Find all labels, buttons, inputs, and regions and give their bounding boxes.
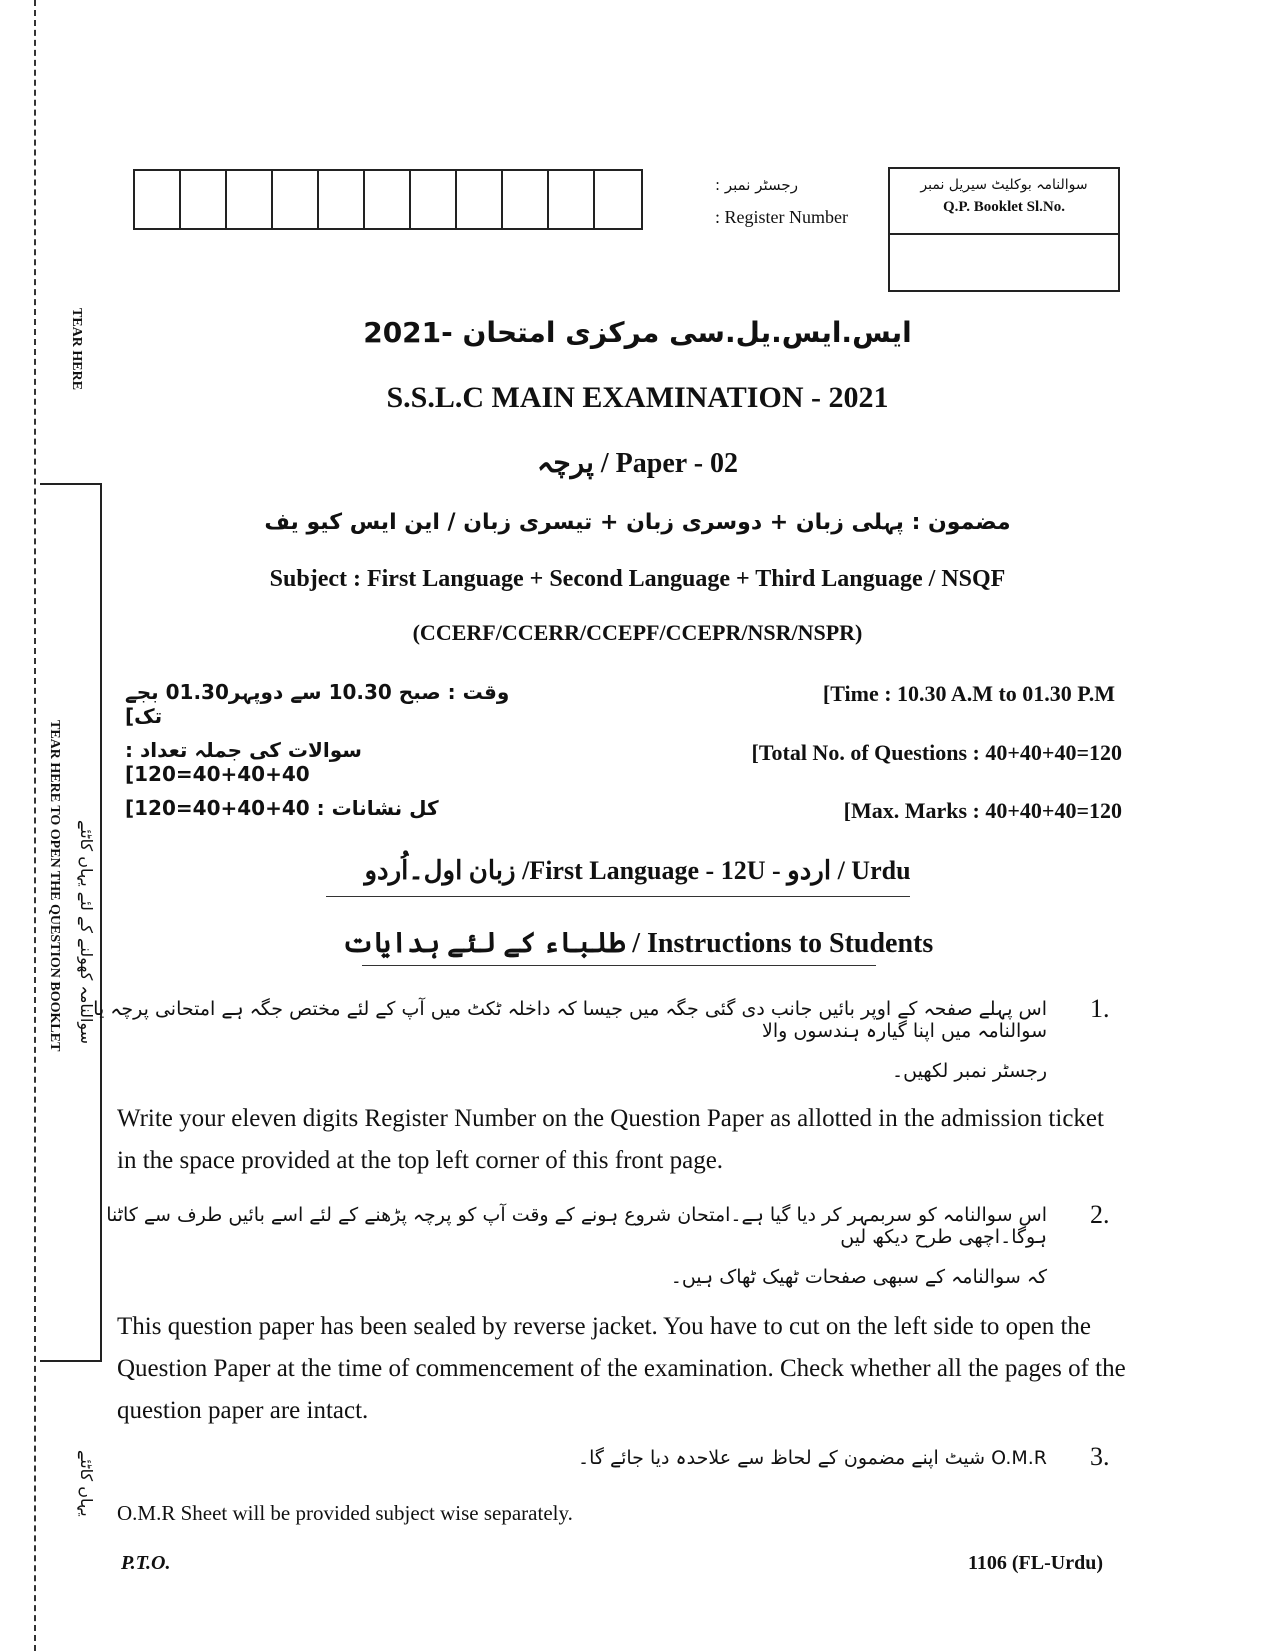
instruction-number: 3. — [1090, 1442, 1110, 1471]
cut-here-urdu-label: یہاں کاٹئے — [77, 1450, 96, 1517]
register-digit-box[interactable] — [273, 171, 319, 228]
tear-open-label: TEAR HERE TO OPEN THE QUESTION BOOKLET — [47, 720, 62, 1052]
exam-title: S.S.L.C MAIN EXAMINATION - 2021 — [386, 381, 889, 414]
register-digit-box[interactable] — [549, 171, 595, 228]
paper-code: 1106 (FL-Urdu) — [968, 1552, 1103, 1574]
register-label: : Register Number — [715, 207, 848, 227]
register-digit-box[interactable] — [319, 171, 365, 228]
qp-label-urdu: سوالنامہ بوکلیٹ سیریل نمبر — [920, 177, 1088, 193]
register-digit-box[interactable] — [365, 171, 411, 228]
qp-label: Q.P. Booklet Sl.No. — [943, 199, 1065, 215]
time-urdu: وقت : صبح 10.30 سے دوپہر01.30 بجے تک] — [125, 680, 510, 728]
instruction-text: O.M.R Sheet will be provided subject wise separately. — [117, 1501, 573, 1525]
qp-booklet-serial-box — [888, 167, 1120, 292]
instruction-text: Write your eleven digits Register Number on the Question Paper as allotted in the admission ticket in the space provided at the top left corner of this front page. — [117, 1105, 1104, 1174]
instruction-text: This question paper has been sealed by reverse jacket. You have to cut on the left side to open the Question Paper at the time of commencement of the examination. Check whether all the pages of the question paper are intact. — [117, 1313, 1126, 1424]
questions-urdu: سوالات کی جملہ تعداد : 40+40+40=120] — [125, 738, 362, 786]
paper-number: پرچہ / Paper - 02 — [536, 448, 739, 479]
instruction-urdu-line: اس پہلے صفحہ کے اوپر بائیں جانب دی گئی جگہ میں جیسا کہ داخلہ ٹکٹ میں آپ کے لئے مختص جگہ ہے امتحانی پرچہ یا سوالنامہ میں اپنا گیارہ ہندسوں والا — [93, 998, 1047, 1042]
register-digit-box[interactable] — [227, 171, 273, 228]
instruction-number: 2. — [1090, 1200, 1110, 1229]
subject: Subject : First Language + Second Language + Third Language / NSQF — [269, 566, 1006, 592]
subject-urdu: مضمون : پہلی زبان + دوسری زبان + تیسری زبان / این ایس کیو یف — [264, 510, 1011, 535]
instruction-urdu-line: رجسٹر نمبر لکھیں۔ — [891, 1060, 1047, 1082]
time: [Time : 10.30 A.M to 01.30 P.M — [822, 681, 1115, 706]
exam-title-urdu: ایس.ایس.یل.سی مرکزی امتحان -2021 — [363, 316, 912, 349]
register-digit-box[interactable] — [411, 171, 457, 228]
tear-open-urdu-label: سوالنامہ کھولنے کے لئے یہاں کاٹئے — [77, 820, 96, 1045]
instructions-heading: طلباء کے لئے ہدایات / Instructions to Students — [341, 928, 934, 959]
instructions-underline — [362, 965, 876, 966]
instruction-urdu-line: O.M.R شیٹ اپنے مضمون کے لحاظ سے علاحدہ دیا جائے گا۔ — [577, 1447, 1047, 1469]
register-digit-box[interactable] — [503, 171, 549, 228]
language-line: زبان اول۔اُردو /First Language - 12U - اردو / Urdu — [364, 856, 911, 885]
register-digit-box[interactable] — [457, 171, 503, 228]
marks-urdu: کل نشانات : 40+40+40=120] — [125, 796, 439, 820]
register-digit-box[interactable] — [135, 171, 181, 228]
instruction-urdu-line: اس سوالنامہ کو سربمہر کر دیا گیا ہے۔امتحان شروع ہونے کے وقت آپ کو پرچہ پڑھنے کے لئے اسے بائیں طرف سے کاٹنا ہوگا۔اچھی طرح دیکھ لیں — [106, 1204, 1047, 1248]
register-number-boxes[interactable] — [133, 169, 643, 230]
total-questions: [Total No. of Questions : 40+40+40=120 — [751, 740, 1122, 765]
max-marks: [Max. Marks : 40+40+40=120 — [843, 798, 1122, 823]
register-digit-box[interactable] — [595, 171, 641, 228]
tear-here-label: TEAR HERE — [69, 308, 84, 391]
instruction-number: 1. — [1090, 994, 1110, 1023]
subject-codes: (CCERF/CCERR/CCEPF/CCEPR/NSR/NSPR) — [412, 620, 863, 645]
instruction-urdu-line: کہ سوالنامہ کے سبھی صفحات ٹھیک ٹھاک ہیں۔ — [670, 1266, 1047, 1288]
register-label-urdu: رجسٹر نمبر : — [715, 176, 798, 194]
language-underline — [326, 896, 910, 897]
pto-label: P.T.O. — [121, 1552, 171, 1574]
register-digit-box[interactable] — [181, 171, 227, 228]
perforation-line — [34, 0, 36, 1651]
